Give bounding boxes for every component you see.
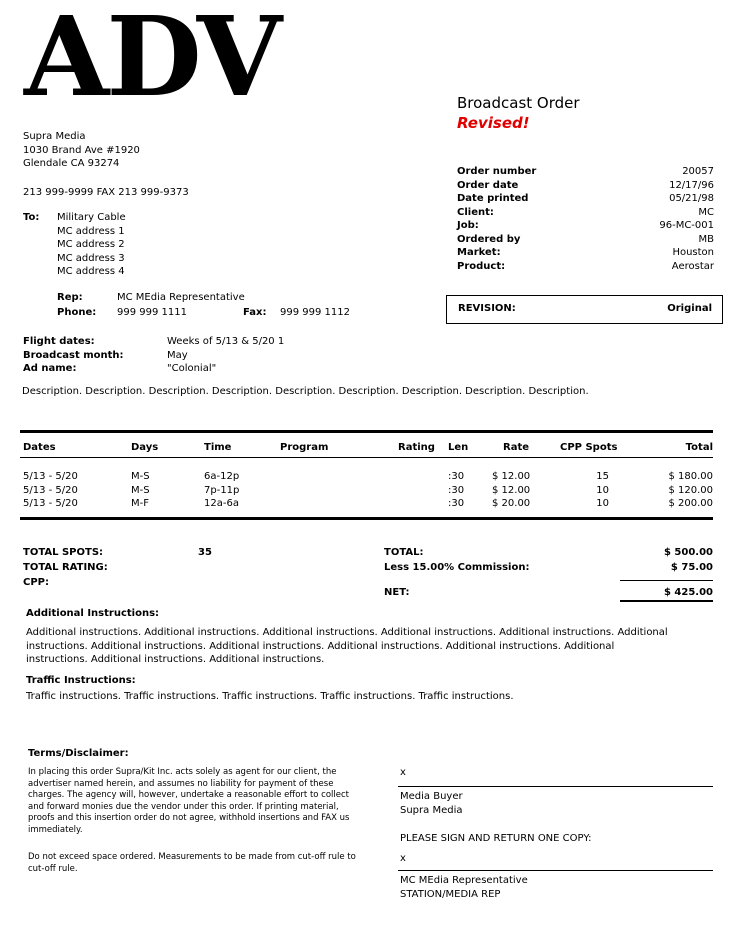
- order-info-row: [457, 233, 714, 247]
- order-info-row: [457, 219, 714, 233]
- table-top-rule: [20, 430, 713, 433]
- header-days: Days: [131, 442, 159, 453]
- order-info-value: Houston: [672, 247, 714, 258]
- order-info-label: Order date: [457, 179, 519, 191]
- header-len: Len: [448, 442, 469, 453]
- rep-name: MC MEdia Representative: [117, 292, 245, 303]
- order-info-value: 12/17/96: [669, 179, 714, 191]
- table-cell-len: :30: [448, 471, 465, 482]
- header-program: Program: [280, 442, 329, 453]
- revision-label: REVISION:: [458, 303, 516, 314]
- table-cell-rate: $ 12.00: [492, 485, 531, 496]
- order-info: [457, 165, 714, 273]
- table-cell-days: M-F: [131, 498, 149, 509]
- table-cell-spots: 10: [596, 498, 609, 509]
- terms-line: In placing this order Supra/Kit Inc. acts solely as agent for our client, the: [28, 767, 337, 777]
- vendor-address-line: MC address 1: [57, 225, 125, 237]
- additional-instructions-line: instructions. Additional instructions. Additional instructions. Additional instructions. Additional instructions. Additional: [26, 640, 615, 652]
- order-info-row: [457, 165, 714, 179]
- terms-line: and forward monies due the vendor under this order. If printing material,: [28, 801, 339, 812]
- agency-address: [23, 130, 140, 171]
- table-cell-dates: 5/13 - 5/20: [23, 498, 78, 509]
- revised-status: Revised!: [457, 114, 530, 132]
- net-label: NET:: [384, 587, 410, 598]
- header-cpp-spots: CPP Spots: [560, 442, 618, 453]
- order-info-value: 20057: [682, 166, 714, 177]
- header-rating: Rating: [398, 442, 435, 453]
- header-total: Total: [685, 442, 713, 453]
- broadcast-month-value: May: [167, 350, 188, 361]
- agency-name: Supra Media: [23, 131, 86, 142]
- table-cell-time: 7p-11p: [204, 485, 240, 496]
- order-info-label: Client:: [457, 206, 494, 218]
- terms-line: Do not exceed space ordered. Measurements to be made from cut-off rule to: [28, 852, 356, 862]
- table-header-rule: [20, 457, 713, 458]
- order-info-value: Aerostar: [671, 260, 714, 272]
- header-time: Time: [204, 442, 232, 453]
- broadcast-month-label: Broadcast month:: [23, 350, 124, 361]
- total-value: $ 500.00: [663, 547, 713, 558]
- total-spots-label: TOTAL SPOTS:: [23, 547, 104, 558]
- order-info-value: 05/21/98: [669, 193, 714, 204]
- order-info-value: 96-MC-001: [659, 220, 714, 231]
- agency-address-line2: Glendale CA 93274: [23, 158, 120, 169]
- phone-label: Phone:: [57, 307, 97, 318]
- rep-signature-title: STATION/MEDIA REP: [400, 889, 501, 900]
- fax-label: Fax:: [243, 307, 267, 318]
- order-info-row: [457, 260, 714, 274]
- additional-instructions-line: instructions. Additional instructions. Additional instructions.: [26, 654, 325, 665]
- revision-value: Original: [667, 303, 712, 314]
- rep-signature-line[interactable]: [398, 870, 713, 871]
- table-cell-time: 12a-6a: [204, 498, 239, 509]
- table-cell-len: :30: [448, 485, 465, 496]
- table-cell-total: $ 180.00: [668, 471, 713, 482]
- order-info-label: Ordered by: [457, 233, 521, 245]
- table-cell-rate: $ 12.00: [492, 471, 531, 482]
- fax-value: 999 999 1112: [280, 307, 350, 318]
- table-cell-rate: $ 20.00: [492, 498, 531, 509]
- terms-paragraph-1: [28, 767, 349, 836]
- document-title: Broadcast Order: [457, 94, 580, 112]
- sign-instruction: PLEASE SIGN AND RETURN ONE COPY:: [400, 833, 592, 844]
- order-info-label: Market:: [457, 247, 501, 258]
- additional-instructions-line: Additional instructions. Additional instructions. Additional instructions. Additional instructions. Additional instructions. Additional: [26, 627, 668, 638]
- buyer-title: Media Buyer: [400, 791, 463, 802]
- flight-dates-label: Flight dates:: [23, 336, 95, 347]
- table-cell-spots: 10: [596, 485, 609, 496]
- terms-line: proofs and this insertion order do not agree, withhold insertions and FAX us: [28, 813, 350, 823]
- additional-instructions-label: Additional Instructions:: [26, 608, 160, 619]
- order-info-row: [457, 192, 714, 206]
- cpp-label: CPP:: [23, 577, 49, 588]
- order-info-label: Order number: [457, 166, 537, 177]
- buyer-org: Supra Media: [400, 805, 463, 816]
- total-rating-label: TOTAL RATING:: [23, 562, 108, 573]
- vendor-address-line: MC address 3: [57, 252, 125, 264]
- ad-name-value: "Colonial": [167, 363, 217, 374]
- commission-label: Less 15.00% Commission:: [384, 562, 530, 573]
- ad-name-label: Ad name:: [23, 363, 77, 374]
- agency-logo: ADV: [24, 0, 280, 121]
- agency-phone-fax: 213 999-9999 FAX 213 999-9373: [23, 187, 189, 198]
- order-info-label: Date printed: [457, 193, 529, 204]
- table-cell-days: M-S: [131, 485, 150, 496]
- vendor-address: [57, 211, 126, 279]
- rep-signature-name: MC MEdia Representative: [400, 875, 528, 886]
- additional-instructions-text: [26, 626, 668, 667]
- table-cell-time: 6a-12p: [204, 471, 240, 482]
- revision-box: [446, 295, 723, 324]
- table-cell-dates: 5/13 - 5/20: [23, 471, 78, 482]
- order-info-row: [457, 206, 714, 220]
- to-label: To:: [23, 212, 40, 223]
- order-info-value: MC: [698, 206, 714, 218]
- buyer-signature-line[interactable]: [398, 786, 713, 787]
- signature-mark-2: x: [400, 853, 406, 864]
- table-cell-dates: 5/13 - 5/20: [23, 485, 78, 496]
- terms-line: cut-off rule.: [28, 863, 78, 874]
- order-info-label: Product:: [457, 260, 506, 272]
- terms-line: charges. The agency will, however, undertake a reasonable effort to collect: [28, 790, 350, 800]
- description: Description. Description. Description. Description. Description. Description. Description. Description. Description.: [22, 386, 589, 397]
- header-rate: Rate: [503, 442, 530, 453]
- terms-line: immediately.: [28, 824, 83, 835]
- vendor-address-line: Military Cable: [57, 212, 126, 223]
- vendor-address-line: MC address 2: [57, 239, 125, 250]
- table-cell-spots: 15: [596, 471, 609, 482]
- flight-dates-value: Weeks of 5/13 & 5/20 1: [167, 336, 285, 347]
- table-cell-total: $ 120.00: [668, 485, 713, 496]
- terms-line: advertiser named herein, and assumes no liability for payment of these: [28, 778, 334, 789]
- rep-label: Rep:: [57, 292, 83, 303]
- vendor-address-line: MC address 4: [57, 266, 125, 277]
- traffic-instructions-label: Traffic Instructions:: [26, 675, 136, 686]
- commission-value: $ 75.00: [670, 562, 713, 573]
- net-value: $ 425.00: [663, 587, 713, 598]
- table-cell-days: M-S: [131, 471, 150, 482]
- phone-value: 999 999 1111: [117, 307, 187, 318]
- order-info-label: Job:: [457, 220, 479, 231]
- total-spots-value: 35: [198, 547, 212, 558]
- order-info-row: [457, 246, 714, 260]
- signature-mark-1: x: [400, 767, 406, 778]
- order-info-row: [457, 179, 714, 193]
- table-bottom-rule: [20, 517, 713, 520]
- net-rule: [620, 580, 713, 581]
- agency-address-line1: 1030 Brand Ave #1920: [23, 144, 140, 156]
- header-dates: Dates: [23, 442, 56, 453]
- table-cell-len: :30: [448, 498, 465, 509]
- traffic-instructions-text: Traffic instructions. Traffic instructions. Traffic instructions. Traffic instructions. Traffic instructions.: [26, 691, 514, 702]
- terms-label: Terms/Disclaimer:: [28, 748, 129, 759]
- order-info-value: MB: [698, 233, 714, 245]
- total-label: TOTAL:: [384, 547, 424, 558]
- net-double-rule: [620, 600, 713, 602]
- table-cell-total: $ 200.00: [668, 498, 713, 509]
- terms-paragraph-2: [28, 852, 356, 875]
